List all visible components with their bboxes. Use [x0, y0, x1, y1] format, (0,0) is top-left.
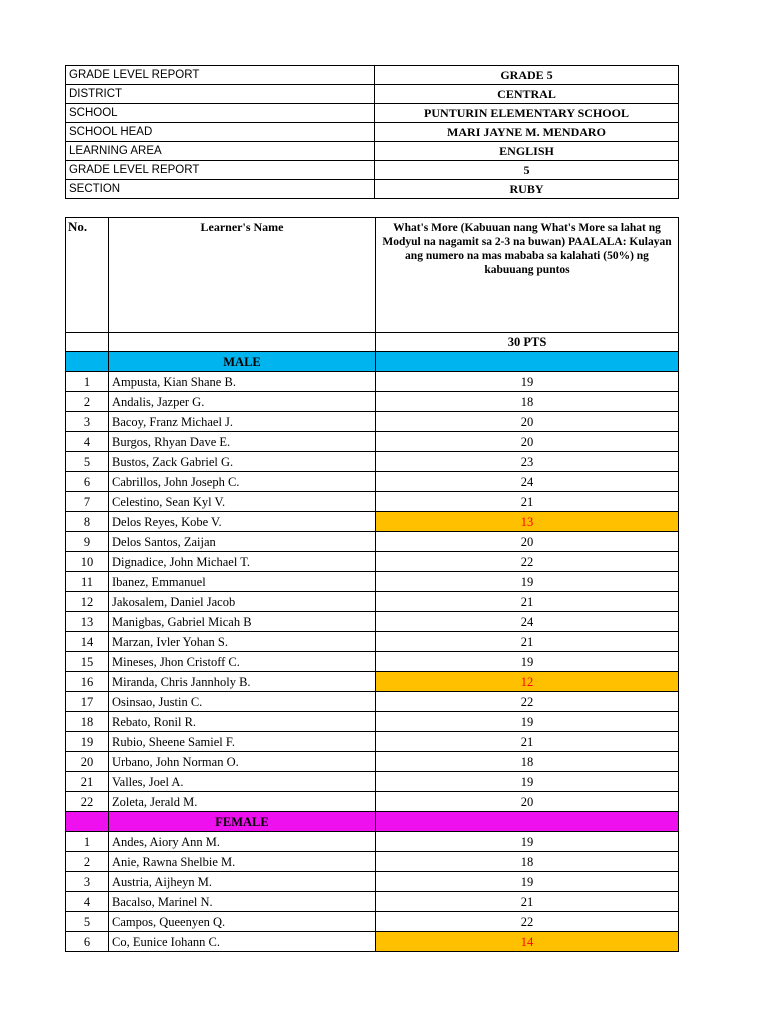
report-info-table	[65, 65, 679, 199]
info-value: 5	[375, 161, 679, 180]
learner-name: Austria, Aijheyn M.	[109, 872, 376, 892]
learner-row	[66, 412, 679, 432]
learner-row	[66, 532, 679, 552]
learner-row	[66, 472, 679, 492]
learner-row	[66, 632, 679, 652]
learner-row	[66, 752, 679, 772]
learner-no: 2	[66, 392, 109, 412]
learner-no: 22	[66, 792, 109, 812]
learner-no: 13	[66, 612, 109, 632]
learner-row	[66, 572, 679, 592]
learner-row	[66, 592, 679, 612]
learner-row	[66, 552, 679, 572]
learner-score: 20	[376, 532, 679, 552]
learner-name: Rubio, Sheene Samiel F.	[109, 732, 376, 752]
learner-score: 20	[376, 432, 679, 452]
learner-name: Urbano, John Norman O.	[109, 752, 376, 772]
learner-name: Marzan, Ivler Yohan S.	[109, 632, 376, 652]
learner-row	[66, 492, 679, 512]
info-value: RUBY	[375, 180, 679, 199]
learner-row	[66, 712, 679, 732]
learner-name: Bacoy, Franz Michael J.	[109, 412, 376, 432]
learner-row	[66, 732, 679, 752]
learner-no: 1	[66, 832, 109, 852]
info-value: GRADE 5	[375, 66, 679, 85]
table-header-row	[66, 218, 679, 333]
learner-score: 18	[376, 752, 679, 772]
learner-row	[66, 452, 679, 472]
learner-row	[66, 832, 679, 852]
learner-score: 19	[376, 652, 679, 672]
learner-row	[66, 892, 679, 912]
learner-row	[66, 672, 679, 692]
learner-name: Manigbas, Gabriel Micah B	[109, 612, 376, 632]
learner-no: 6	[66, 932, 109, 952]
learner-name: Dignadice, John Michael T.	[109, 552, 376, 572]
learner-row	[66, 912, 679, 932]
learner-no: 4	[66, 892, 109, 912]
info-row	[66, 123, 679, 142]
learner-name: Campos, Queenyen Q.	[109, 912, 376, 932]
learner-score: 24	[376, 472, 679, 492]
learner-no: 16	[66, 672, 109, 692]
learner-row	[66, 772, 679, 792]
learner-name: Zoleta, Jerald M.	[109, 792, 376, 812]
col-header-name: Learner's Name	[109, 218, 376, 333]
info-label: SCHOOL	[66, 104, 375, 123]
learner-score: 18	[376, 852, 679, 872]
learner-score: 19	[376, 872, 679, 892]
learner-name: Co, Eunice Iohann C.	[109, 932, 376, 952]
learner-score: 21	[376, 892, 679, 912]
learner-no: 20	[66, 752, 109, 772]
learner-row	[66, 392, 679, 412]
learner-no: 19	[66, 732, 109, 752]
info-label: DISTRICT	[66, 85, 375, 104]
learner-no: 1	[66, 372, 109, 392]
total-points-row	[66, 333, 679, 352]
learner-name: Rebato, Ronil R.	[109, 712, 376, 732]
learner-row	[66, 872, 679, 892]
learner-score: 19	[376, 572, 679, 592]
learner-score: 22	[376, 552, 679, 572]
learner-no: 8	[66, 512, 109, 532]
learner-name: Valles, Joel A.	[109, 772, 376, 792]
learner-score-table	[65, 217, 679, 952]
learner-name: Osinsao, Justin C.	[109, 692, 376, 712]
info-value: ENGLISH	[375, 142, 679, 161]
learner-row	[66, 652, 679, 672]
male-section-label: MALE	[109, 352, 376, 372]
learner-no: 4	[66, 432, 109, 452]
learner-score: 22	[376, 692, 679, 712]
learner-score: 19	[376, 832, 679, 852]
learner-name: Cabrillos, John Joseph C.	[109, 472, 376, 492]
info-label: GRADE LEVEL REPORT	[66, 66, 375, 85]
learner-score: 14	[376, 932, 679, 952]
learner-no: 3	[66, 412, 109, 432]
info-row	[66, 85, 679, 104]
male-section-header	[66, 352, 679, 372]
female-section-header	[66, 812, 679, 832]
learner-no: 17	[66, 692, 109, 712]
learner-row	[66, 852, 679, 872]
learner-score: 21	[376, 632, 679, 652]
learner-score: 21	[376, 732, 679, 752]
learner-name: Ampusta, Kian Shane B.	[109, 372, 376, 392]
info-label: LEARNING AREA	[66, 142, 375, 161]
learner-no: 9	[66, 532, 109, 552]
learner-no: 18	[66, 712, 109, 732]
learner-name: Celestino, Sean Kyl V.	[109, 492, 376, 512]
learner-row	[66, 372, 679, 392]
learner-name: Anie, Rawna Shelbie M.	[109, 852, 376, 872]
learner-no: 7	[66, 492, 109, 512]
col-header-no: No.	[66, 218, 109, 333]
learner-row	[66, 932, 679, 952]
female-section-label: FEMALE	[109, 812, 376, 832]
learner-no: 14	[66, 632, 109, 652]
learner-name: Mineses, Jhon Cristoff C.	[109, 652, 376, 672]
learner-score: 23	[376, 452, 679, 472]
learner-name: Burgos, Rhyan Dave E.	[109, 432, 376, 452]
info-row	[66, 104, 679, 123]
learner-name: Delos Reyes, Kobe V.	[109, 512, 376, 532]
learner-no: 21	[66, 772, 109, 792]
total-points: 30 PTS	[376, 333, 679, 352]
learner-score: 21	[376, 492, 679, 512]
info-label: GRADE LEVEL REPORT	[66, 161, 375, 180]
learner-score: 20	[376, 412, 679, 432]
learner-name: Jakosalem, Daniel Jacob	[109, 592, 376, 612]
info-label: SCHOOL HEAD	[66, 123, 375, 142]
learner-no: 11	[66, 572, 109, 592]
learner-score: 12	[376, 672, 679, 692]
learner-score: 22	[376, 912, 679, 932]
learner-name: Bacalso, Marinel N.	[109, 892, 376, 912]
learner-no: 12	[66, 592, 109, 612]
learner-row	[66, 612, 679, 632]
learner-name: Delos Santos, Zaijan	[109, 532, 376, 552]
learner-no: 5	[66, 912, 109, 932]
info-row	[66, 161, 679, 180]
learner-name: Miranda, Chris Jannholy B.	[109, 672, 376, 692]
learner-score: 19	[376, 372, 679, 392]
info-value: PUNTURIN ELEMENTARY SCHOOL	[375, 104, 679, 123]
learner-score: 13	[376, 512, 679, 532]
learner-row	[66, 432, 679, 452]
learner-no: 15	[66, 652, 109, 672]
learner-name: Ibanez, Emmanuel	[109, 572, 376, 592]
learner-row	[66, 512, 679, 532]
learner-score: 20	[376, 792, 679, 812]
info-row	[66, 180, 679, 199]
learner-no: 2	[66, 852, 109, 872]
info-row	[66, 142, 679, 161]
learner-name: Andes, Aiory Ann M.	[109, 832, 376, 852]
info-value: MARI JAYNE M. MENDARO	[375, 123, 679, 142]
learner-score: 19	[376, 772, 679, 792]
learner-score: 21	[376, 592, 679, 612]
learner-score: 18	[376, 392, 679, 412]
info-value: CENTRAL	[375, 85, 679, 104]
learner-row	[66, 792, 679, 812]
learner-no: 3	[66, 872, 109, 892]
info-label: SECTION	[66, 180, 375, 199]
learner-name: Bustos, Zack Gabriel G.	[109, 452, 376, 472]
learner-row	[66, 692, 679, 712]
learner-score: 24	[376, 612, 679, 632]
learner-score: 19	[376, 712, 679, 732]
col-header-score: What's More (Kabuuan nang What's More sa lahat ng Modyul na nagamit sa 2-3 na buwan) PAALALA: Kulayan ang numero na mas mababa sa kalahati (50%) ng kabuuang puntos	[376, 218, 679, 333]
learner-name: Andalis, Jazper G.	[109, 392, 376, 412]
learner-no: 5	[66, 452, 109, 472]
learner-no: 6	[66, 472, 109, 492]
learner-no: 10	[66, 552, 109, 572]
info-row	[66, 66, 679, 85]
